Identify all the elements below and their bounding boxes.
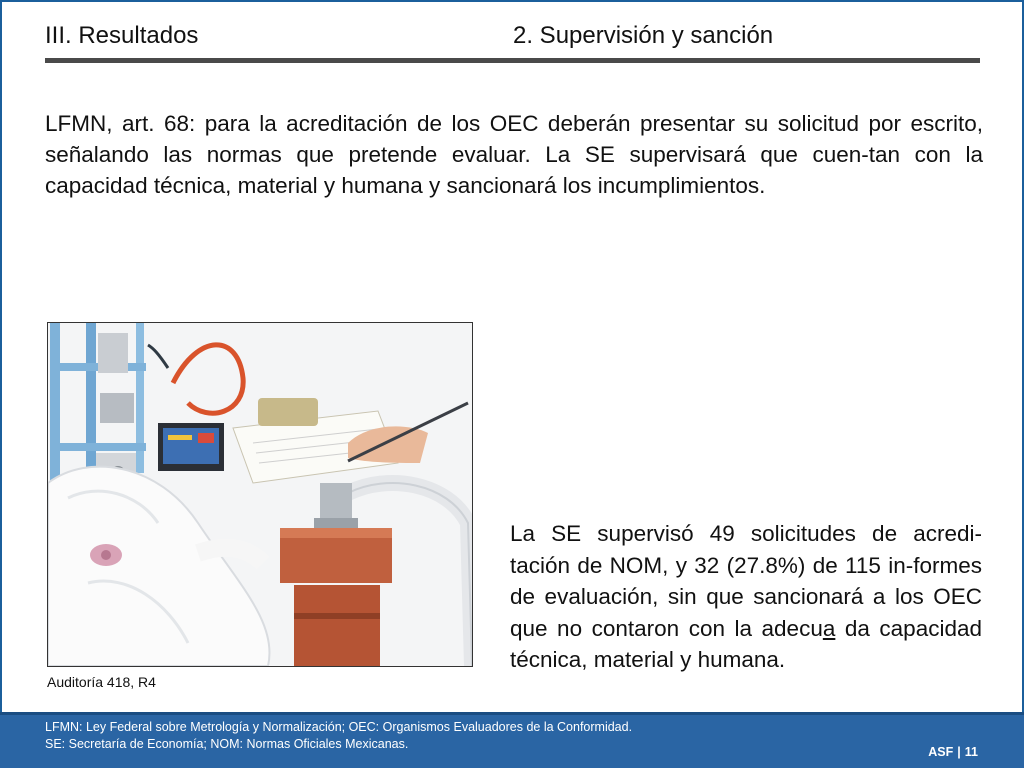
finding-text-underlined: a [822, 615, 836, 641]
footer-separator: | [957, 745, 961, 759]
section-title: III. Resultados [45, 22, 199, 49]
page-number: 11 [964, 745, 978, 759]
intro-paragraph: LFMN, art. 68: para la acreditación de los OEC deberán presentar su solicitud por escrito, señalando las normas que pretende evaluar. La SE supervisará que cuen-tan con la capacidad técnica, material y humana y sancionará los incumplimientos. [45, 111, 983, 198]
header-divider [45, 58, 980, 63]
finding-paragraph [510, 518, 982, 676]
slide-header [45, 20, 980, 64]
footer-glossary-line-1: LFMN: Ley Federal sobre Metrología y Normalización; OEC: Organismos Evaluadores de la Conformidad. [45, 720, 633, 734]
lab-photo [47, 322, 473, 667]
finding-text-end: da capacidad técnica, material y humana. [510, 615, 982, 672]
finding-text-main: La SE supervisó 49 solicitudes de acredi-tación de NOM, y 32 (27.8%) de 115 in-formes de evaluación, sin que sancionará a los OEC que no contaron con la adecu [510, 521, 982, 641]
footer-glossary-line-2: SE: Secretaría de Economía; NOM: Normas Oficiales Mexicanas. [45, 737, 409, 751]
topic-title: 2. Supervisión y sanción [513, 22, 774, 49]
slide-footer [0, 712, 1024, 768]
page-indicator [928, 745, 978, 759]
footer-brand: ASF [928, 745, 954, 759]
lab-photo-illustration [48, 323, 472, 666]
photo-caption: Auditoría 418, R4 [47, 674, 156, 690]
